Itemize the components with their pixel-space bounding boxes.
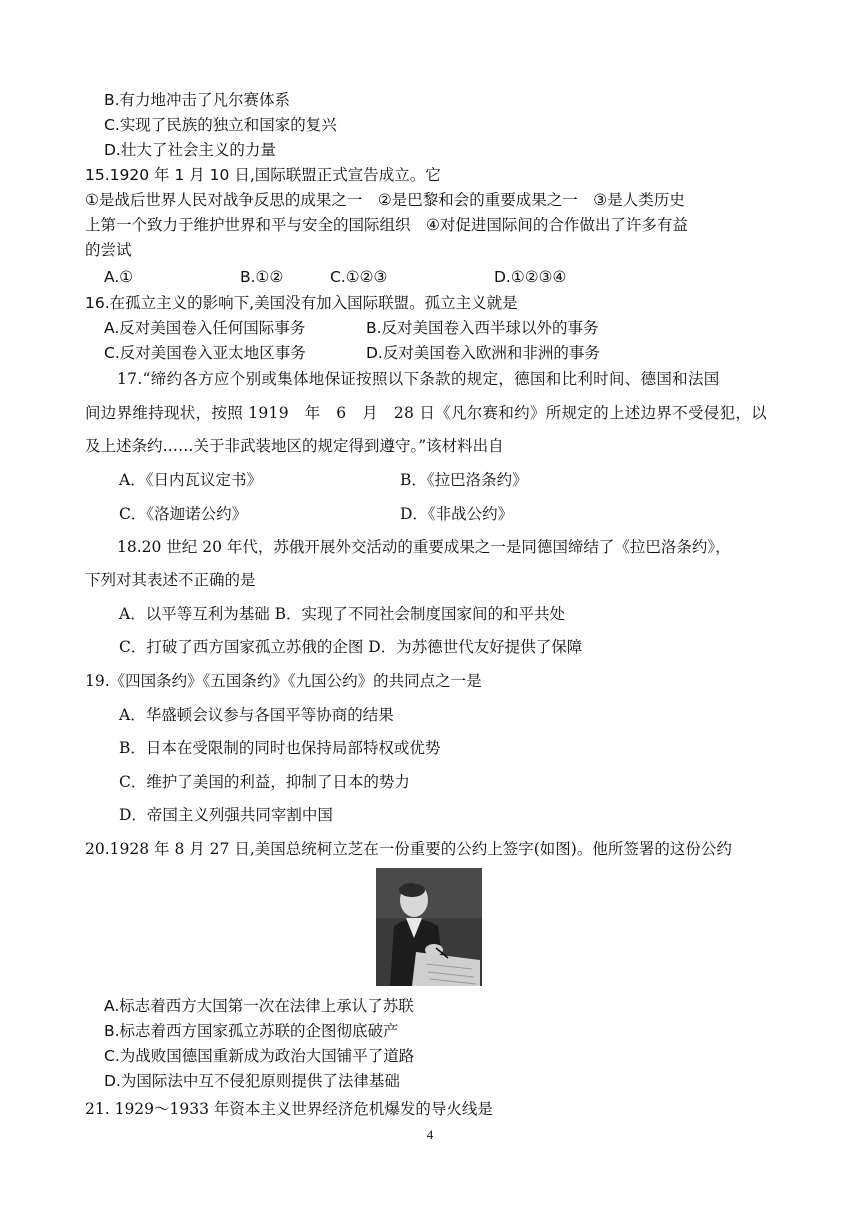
q15-stem: 15.1920 年 1 月 10 日,国际联盟正式宣告成立。它: [85, 166, 441, 184]
q17-option-a: A．《日内瓦议定书》: [119, 471, 262, 489]
q18-options-cd: C．打破了西方国家孤立苏俄的企图 D．为苏德世代友好提供了保障: [119, 638, 583, 656]
q15-option-a: A.①: [104, 268, 134, 286]
q15-line3: 的尝试: [85, 241, 132, 259]
q19-option-a: A．华盛顿会议参与各国平等协商的结果: [119, 706, 394, 724]
q18-line2: 下列对其表述不正确的是: [85, 571, 256, 589]
q16-option-b: B.反对美国卷入西半球以外的事务: [366, 319, 599, 337]
q15-line2: 上第一个致力于维护世界和平与安全的国际组织 ④对促进国际间的合作做出了许多有益: [85, 216, 688, 234]
q17-option-b: B．《拉巴洛条约》: [400, 471, 528, 489]
q19-option-c: C．维护了美国的利益，抑制了日本的势力: [119, 773, 410, 791]
page-number: 4: [426, 1127, 434, 1142]
q17-option-c: C．《洛迦诺公约》: [119, 505, 248, 523]
q14-option-b: B.有力地冲击了凡尔赛体系: [104, 91, 291, 109]
q19-stem: 19.《四国条约》《五国条约》《九国公约》的共同点之一是: [85, 672, 482, 690]
q15-option-c: C.①②③: [330, 268, 388, 286]
q20-option-a: A.标志着西方大国第一次在法律上承认了苏联: [104, 997, 414, 1015]
q18-line1: 18.20 世纪 20 年代，苏俄开展外交活动的重要成果之一是同德国缔结了《拉巴洛条约》，: [117, 538, 731, 556]
q14-option-c: C.实现了民族的独立和国家的复兴: [104, 116, 337, 134]
q15-line1: ①是战后世界人民对战争反思的成果之一 ②是巴黎和会的重要成果之一 ③是人类历史: [85, 191, 685, 209]
q20-stem: 20.1928 年 8 月 27 日,美国总统柯立芝在一份重要的公约上签字(如图)。他所签署的这份公约: [85, 840, 732, 858]
q19-option-b: B．日本在受限制的同时也保持局部特权或优势: [119, 739, 441, 757]
q16-stem: 16.在孤立主义的影响下,美国没有加入国际联盟。孤立主义就是: [85, 294, 518, 312]
q17-line3: 及上述条约……关于非武装地区的规定得到遵守。”该材料出自: [85, 437, 504, 455]
q14-option-d: D.壮大了社会主义的力量: [104, 141, 276, 159]
q15-option-d: D.①②③④: [494, 268, 567, 286]
q21-stem: 21. 1929～1933 年资本主义世界经济危机爆发的导火线是: [85, 1100, 493, 1118]
q17-line2: 间边界维持现状，按照 1919 年 6 月 28 日《凡尔赛和约》所规定的上述边界不受侵犯，以: [85, 404, 767, 422]
q15-option-b: B.①②: [240, 268, 284, 286]
q20-option-c: C.为战败国德国重新成为政治大国铺平了道路: [104, 1047, 415, 1065]
coolidge-signing-photo: [376, 868, 482, 986]
q19-option-d: D．帝国主义列强共同宰割中国: [119, 806, 333, 824]
q16-option-a: A.反对美国卷入任何国际事务: [104, 319, 306, 337]
q20-option-b: B.标志着西方国家孤立苏联的企图彻底破产: [104, 1022, 399, 1040]
photo-image: [376, 868, 482, 986]
q16-option-d: D.反对美国卷入欧洲和非洲的事务: [366, 344, 600, 362]
q17-line1: 17.“缔约各方应个别或集体地保证按照以下条款的规定，德国和比利时间、德国和法国: [117, 370, 720, 388]
q17-option-d: D．《非战公约》: [400, 505, 514, 523]
q20-option-d: D.为国际法中互不侵犯原则提供了法律基础: [104, 1072, 400, 1090]
q18-options-ab: A．以平等互利为基础 B．实现了不同社会制度国家间的和平共处: [119, 605, 566, 623]
q16-option-c: C.反对美国卷入亚太地区事务: [104, 344, 306, 362]
